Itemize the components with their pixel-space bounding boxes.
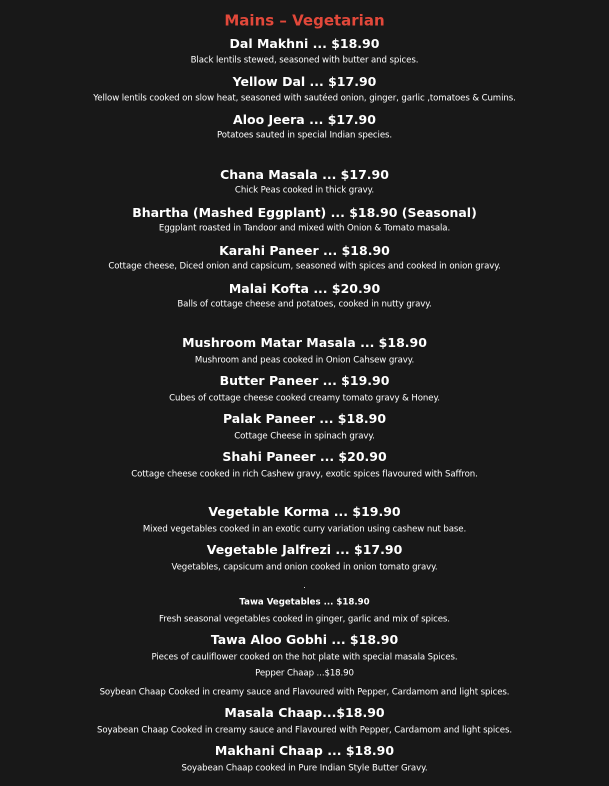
menu-item-description: Potatoes sauted in special Indian species. xyxy=(216,130,393,141)
menu-item-description: Cottage cheese, Diced onion and capsicum, seasoned with spices and cooked in onion gravy. xyxy=(108,261,501,272)
menu-item-name: Pepper Chaap ...$18.90 xyxy=(255,668,354,679)
menu-item-name: Palak Paneer ... $18.90 xyxy=(222,410,387,426)
menu-item-description: Pieces of cauliflower cooked on the hot plate with special masala Spices. xyxy=(151,652,458,663)
menu-item-description: Black lentils stewed, seasoned with butter and spices. xyxy=(190,55,419,66)
menu-item-description: Vegetables, capsicum and onion cooked in onion tomato gravy. xyxy=(171,562,438,573)
menu-item-description: Fresh seasonal vegetables cooked in ginger, garlic and mix of spices. xyxy=(159,614,450,625)
menu-item-name: Malai Kofta ... $20.90 xyxy=(228,280,381,296)
menu-item-name: Vegetable Korma ... $19.90 xyxy=(208,503,401,519)
menu-item-name: Butter Paneer ... $19.90 xyxy=(219,372,390,388)
menu-item-description: Yellow lentils cooked on slow heat, seasoned with sautéed onion, ginger, garlic ,tomatoes & Cumins. xyxy=(93,93,516,104)
menu-item-description: Mushroom and peas cooked in Onion Cahsew gravy. xyxy=(194,355,415,366)
menu-item-name: Mushroom Matar Masala ... $18.90 xyxy=(182,334,427,350)
menu-item-name: Masala Chaap...$18.90 xyxy=(224,704,385,720)
menu-item-description: Balls of cottage cheese and potatoes, cooked in nutty gravy. xyxy=(177,299,432,310)
menu-item-description: Cubes of cottage cheese cooked creamy tomato gravy & Honey. xyxy=(169,393,440,404)
section-title: Mains – Vegetarian xyxy=(224,11,385,30)
menu-item-name: Bhartha (Mashed Eggplant) ... $18.90 (Seasonal) xyxy=(132,204,477,220)
menu-item-name: Makhani Chaap ... $18.90 xyxy=(214,742,395,758)
menu-item-name: Aloo Jeera ... $17.90 xyxy=(233,111,376,127)
menu-item-description: Eggplant roasted in Tandoor and mixed with Onion & Tomato masala. xyxy=(158,223,451,234)
menu-item-name: Dal Makhni ... $18.90 xyxy=(229,35,380,51)
menu-item-name: Tawa Aloo Gobhi ... $18.90 xyxy=(210,631,399,647)
menu-item-description: Mixed vegetables cooked in an exotic curry variation using cashew nut base. xyxy=(142,524,467,535)
menu-item-name: Chana Masala ... $17.90 xyxy=(220,166,389,182)
menu-item-description: Soyabean Chaap cooked in Pure Indian Style Butter Gravy. xyxy=(181,763,428,774)
menu-item-name: Shahi Paneer ... $20.90 xyxy=(222,448,387,464)
menu-item-description: Chick Peas cooked in thick gravy. xyxy=(234,185,375,196)
menu-item-name: Karahi Paneer ... $18.90 xyxy=(219,242,390,258)
menu-item-name: Tawa Vegetables ... $18.90 xyxy=(239,597,370,608)
menu-item-name: Yellow Dal ... $17.90 xyxy=(232,73,377,89)
menu-item-description: Soybean Chaap Cooked in creamy sauce and Flavoured with Pepper, Cardamom and light spices. xyxy=(99,687,510,698)
menu-item-name: Vegetable Jalfrezi ... $17.90 xyxy=(206,541,403,557)
menu-item-description: Soyabean Chaap Cooked in creamy sauce and Flavoured with Pepper, Cardamom and light spices. xyxy=(96,725,513,736)
separator-dot: . xyxy=(303,581,306,590)
menu-item-description: Cottage Cheese in spinach gravy. xyxy=(234,431,375,442)
menu-item-description: Cottage cheese cooked in rich Cashew gravy, exotic spices flavoured with Saffron. xyxy=(131,469,478,480)
